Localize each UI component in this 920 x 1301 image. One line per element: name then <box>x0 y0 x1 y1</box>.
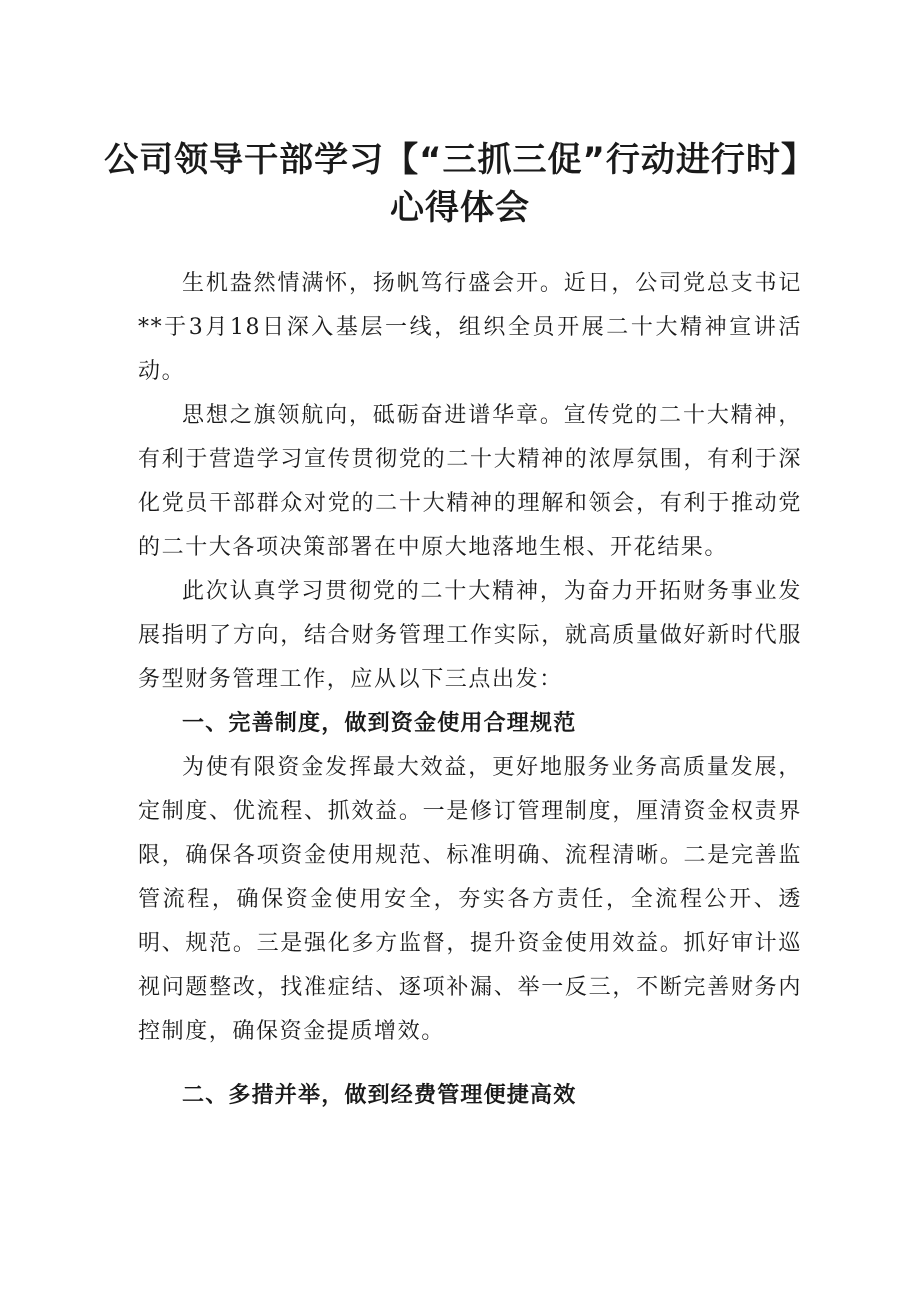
paragraph-significance: 思想之旗领航向，砥砺奋进谱华章。宣传党的二十大精神，有利于营造学习宣传贯彻党的二十大精神的浓厚氛围，有利于深化党员干部群众对党的二十大精神的理解和领会，有利于推动党的二十大各项决策部署在中原大地落地生根、开花结果。 <box>138 403 802 560</box>
paragraph-approach: 此次认真学习贯彻党的二十大精神，为奋力开拓财务事业发展指明了方向，结合财务管理工作实际，就高质量做好新时代服务型财务管理工作，应从以下三点出发： <box>138 579 802 692</box>
section-spacer <box>138 1054 802 1074</box>
document-body <box>138 262 802 1118</box>
section-1-paragraph: 为使有限资金发挥最大效益，更好地服务业务高质量发展，定制度、优流程、抓效益。一是修订管理制度，厘清资金权责界限，确保各项资金使用规范、标准明确、流程清晰。二是完善监管流程，确保资金使用安全，夯实各方责任，全流程公开、透明、规范。三是强化多方监督，提升资金使用效益。抓好审计巡视问题整改，找准症结、逐项补漏、举一反三，不断完善财务内控制度，确保资金提质增效。 <box>138 755 802 1044</box>
document-title-line-2: 心得体会 <box>390 188 530 228</box>
section-2-heading: 二、多措并举，做到经费管理便捷高效 <box>182 1083 577 1108</box>
document-title-line-1: 公司领导干部学习【“三抓三促”行动进行时】 <box>104 140 816 180</box>
section-1-heading: 一、完善制度，做到资金使用合理规范 <box>182 711 577 736</box>
paragraph-intro: 生机盎然情满怀，扬帆笃行盛会开。近日，公司党总支书记**于3月18日深入基层一线，组织全员开展二十大精神宣讲活动。 <box>138 271 802 384</box>
